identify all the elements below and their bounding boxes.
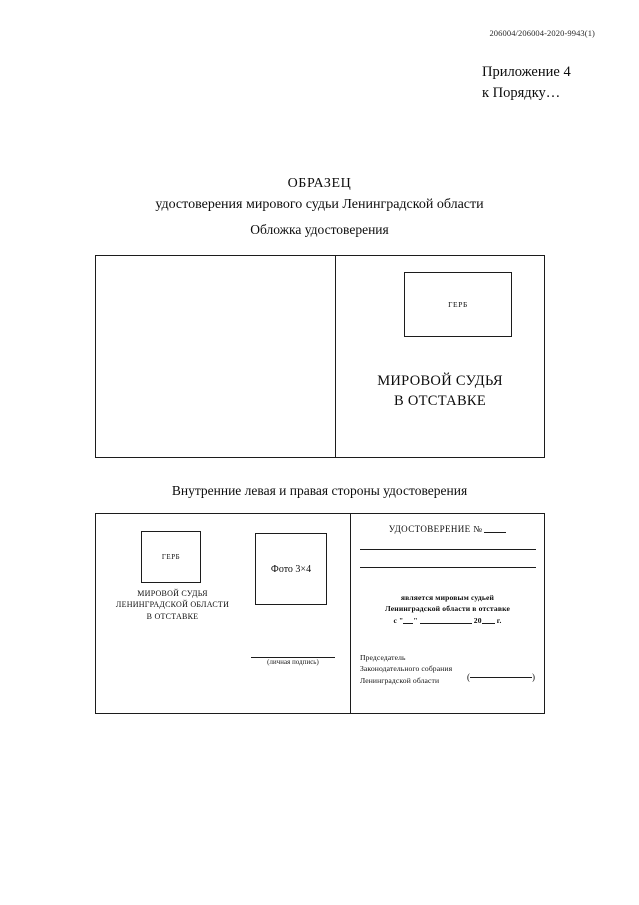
photo-label: Фото 3×4: [270, 563, 312, 575]
cover-title-text: [336, 372, 544, 411]
paren-open: (: [467, 672, 470, 682]
chairman-line-2: Законодательного собрания: [360, 664, 453, 674]
chairman-name-blank: [470, 677, 532, 678]
cover-title-line-2: В ОТСТАВКЕ: [393, 392, 487, 409]
year-blank: [482, 623, 495, 624]
chairman-line-1: Председатель: [360, 653, 406, 662]
chairman-line-3: Ленинградской области: [360, 675, 440, 685]
date-suffix: г.: [496, 615, 502, 625]
cover-illustration-frame: [95, 255, 545, 458]
inner-right-panel: [351, 514, 544, 713]
chairman-name-field: [467, 672, 535, 682]
inner-judge-title: [100, 588, 245, 622]
cover-section-caption: Обложка удостоверения: [250, 222, 389, 237]
cover-left-panel: [96, 256, 336, 457]
inner-judge-title-line-1: МИРОВОЙ СУДЬЯ: [137, 589, 208, 598]
certificate-number-field: [351, 524, 544, 534]
cover-right-panel: [336, 256, 544, 457]
name-blank-line-1: [360, 549, 536, 550]
effective-date-line: [351, 615, 544, 626]
emblem-placeholder-icon: [141, 531, 201, 583]
inner-judge-title-line-2: ЛЕНИНГРАДСКОЙ ОБЛАСТИ: [115, 600, 230, 610]
title-sample-word: ОБРАЗЕЦ: [287, 176, 352, 191]
name-blank-line-2: [360, 567, 536, 568]
document-reference-number: 206004/206004-2020-9943(1): [489, 28, 595, 38]
emblem-label: ГЕРБ: [161, 553, 181, 561]
date-year-prefix: 20: [473, 615, 482, 625]
inner-left-panel: [96, 514, 351, 713]
appendix-block: [482, 62, 571, 105]
page-title: [0, 173, 639, 215]
title-subtitle: удостоверения мирового судьи Ленинградской области: [155, 197, 484, 212]
chairman-title-block: [360, 652, 452, 686]
inner-section-caption: Внутренние левая и правая стороны удостоверения: [171, 483, 468, 498]
signature-caption: (личная подпись): [267, 659, 319, 666]
appendix-number: Приложение 4: [482, 64, 571, 80]
appendix-order-reference: к Порядку…: [482, 85, 561, 102]
cover-title-line-1: МИРОВОЙ СУДЬЯ: [377, 373, 503, 389]
emblem-placeholder-icon: [404, 272, 512, 337]
personal-signature-field: [251, 657, 335, 666]
paren-close: ): [532, 672, 535, 682]
photo-placeholder: [255, 533, 327, 605]
month-blank: [420, 623, 472, 624]
status-line-1: является мировым судьей: [400, 593, 495, 602]
inner-judge-title-line-3: В ОТСТАВКЕ: [146, 611, 199, 621]
status-line-2: Ленинградской области в отставке: [385, 604, 510, 614]
date-quote-close: ": [413, 615, 418, 625]
emblem-label: ГЕРБ: [448, 300, 468, 309]
certificate-number-label: УДОСТОВЕРЕНИЕ №: [388, 524, 483, 534]
status-text-block: [351, 592, 544, 626]
certificate-number-blank: [484, 532, 506, 533]
inner-pages-illustration-frame: [95, 513, 545, 714]
date-prefix: с ": [393, 615, 404, 625]
day-blank: [403, 623, 413, 624]
signature-rule: [251, 657, 335, 658]
